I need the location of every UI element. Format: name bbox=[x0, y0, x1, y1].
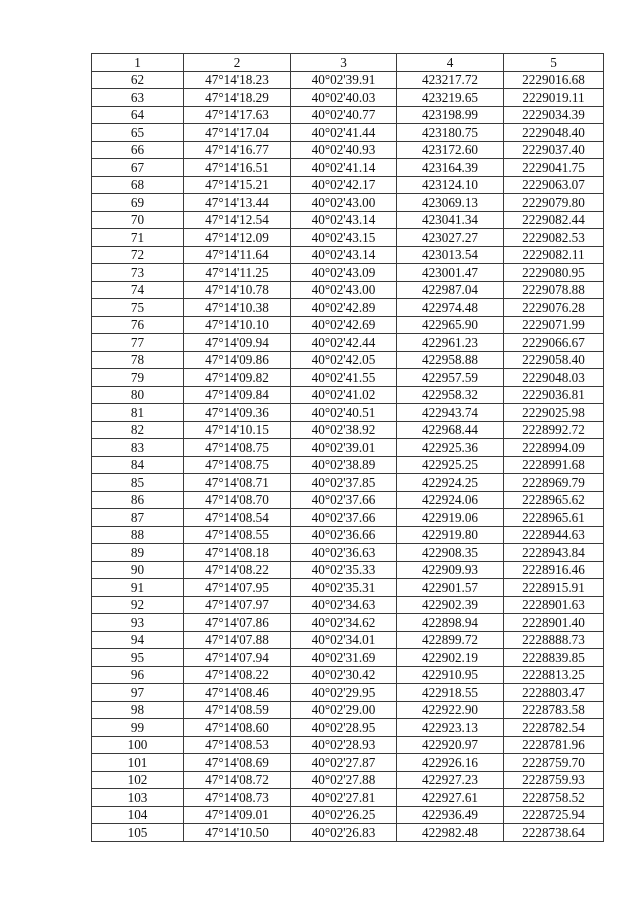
column-header-2: 2 bbox=[184, 54, 291, 72]
y-coordinate-cell: 2228839.85 bbox=[504, 649, 604, 667]
point-number-cell: 82 bbox=[92, 421, 184, 439]
longitude-cell: 40°02'42.69 bbox=[291, 316, 397, 334]
latitude-cell: 47°14'10.15 bbox=[184, 421, 291, 439]
latitude-cell: 47°14'08.71 bbox=[184, 474, 291, 492]
x-coordinate-cell: 423124.10 bbox=[397, 176, 504, 194]
point-number-cell: 105 bbox=[92, 824, 184, 842]
longitude-cell: 40°02'43.15 bbox=[291, 229, 397, 247]
x-coordinate-cell: 422910.95 bbox=[397, 666, 504, 684]
table-row bbox=[92, 106, 604, 124]
y-coordinate-cell: 2228916.46 bbox=[504, 561, 604, 579]
longitude-cell: 40°02'38.92 bbox=[291, 421, 397, 439]
table-row bbox=[92, 561, 604, 579]
x-coordinate-cell: 422925.36 bbox=[397, 439, 504, 457]
point-number-cell: 70 bbox=[92, 211, 184, 229]
longitude-cell: 40°02'43.14 bbox=[291, 246, 397, 264]
longitude-cell: 40°02'31.69 bbox=[291, 649, 397, 667]
point-number-cell: 73 bbox=[92, 264, 184, 282]
table-row bbox=[92, 386, 604, 404]
y-coordinate-cell: 2229078.88 bbox=[504, 281, 604, 299]
point-number-cell: 104 bbox=[92, 806, 184, 824]
longitude-cell: 40°02'37.66 bbox=[291, 491, 397, 509]
point-number-cell: 101 bbox=[92, 754, 184, 772]
x-coordinate-cell: 422936.49 bbox=[397, 806, 504, 824]
latitude-cell: 47°14'17.04 bbox=[184, 124, 291, 142]
table-row bbox=[92, 246, 604, 264]
column-header-5: 5 bbox=[504, 54, 604, 72]
point-number-cell: 71 bbox=[92, 229, 184, 247]
y-coordinate-cell: 2229071.99 bbox=[504, 316, 604, 334]
longitude-cell: 40°02'26.83 bbox=[291, 824, 397, 842]
table-row bbox=[92, 229, 604, 247]
y-coordinate-cell: 2228915.91 bbox=[504, 579, 604, 597]
x-coordinate-cell: 422926.16 bbox=[397, 754, 504, 772]
y-coordinate-cell: 2228725.94 bbox=[504, 806, 604, 824]
y-coordinate-cell: 2228783.58 bbox=[504, 701, 604, 719]
latitude-cell: 47°14'07.97 bbox=[184, 596, 291, 614]
y-coordinate-cell: 2228944.63 bbox=[504, 526, 604, 544]
table-row bbox=[92, 369, 604, 387]
x-coordinate-cell: 422927.61 bbox=[397, 789, 504, 807]
table-row bbox=[92, 771, 604, 789]
x-coordinate-cell: 423219.65 bbox=[397, 89, 504, 107]
point-number-cell: 65 bbox=[92, 124, 184, 142]
y-coordinate-cell: 2229025.98 bbox=[504, 404, 604, 422]
latitude-cell: 47°14'09.84 bbox=[184, 386, 291, 404]
y-coordinate-cell: 2228994.09 bbox=[504, 439, 604, 457]
point-number-cell: 72 bbox=[92, 246, 184, 264]
table-row bbox=[92, 824, 604, 842]
longitude-cell: 40°02'40.51 bbox=[291, 404, 397, 422]
latitude-cell: 47°14'08.72 bbox=[184, 771, 291, 789]
longitude-cell: 40°02'36.63 bbox=[291, 544, 397, 562]
longitude-cell: 40°02'34.62 bbox=[291, 614, 397, 632]
latitude-cell: 47°14'12.54 bbox=[184, 211, 291, 229]
point-number-cell: 88 bbox=[92, 526, 184, 544]
point-number-cell: 95 bbox=[92, 649, 184, 667]
x-coordinate-cell: 422902.39 bbox=[397, 596, 504, 614]
x-coordinate-cell: 423180.75 bbox=[397, 124, 504, 142]
point-number-cell: 74 bbox=[92, 281, 184, 299]
x-coordinate-cell: 422909.93 bbox=[397, 561, 504, 579]
longitude-cell: 40°02'42.17 bbox=[291, 176, 397, 194]
latitude-cell: 47°14'10.50 bbox=[184, 824, 291, 842]
table-row bbox=[92, 194, 604, 212]
latitude-cell: 47°14'08.59 bbox=[184, 701, 291, 719]
longitude-cell: 40°02'42.44 bbox=[291, 334, 397, 352]
table-row bbox=[92, 439, 604, 457]
y-coordinate-cell: 2228758.52 bbox=[504, 789, 604, 807]
x-coordinate-cell: 422927.23 bbox=[397, 771, 504, 789]
latitude-cell: 47°14'07.88 bbox=[184, 631, 291, 649]
table-row bbox=[92, 159, 604, 177]
point-number-cell: 83 bbox=[92, 439, 184, 457]
longitude-cell: 40°02'27.87 bbox=[291, 754, 397, 772]
latitude-cell: 47°14'15.21 bbox=[184, 176, 291, 194]
y-coordinate-cell: 2229079.80 bbox=[504, 194, 604, 212]
y-coordinate-cell: 2228803.47 bbox=[504, 684, 604, 702]
table-row bbox=[92, 124, 604, 142]
y-coordinate-cell: 2229019.11 bbox=[504, 89, 604, 107]
longitude-cell: 40°02'39.01 bbox=[291, 439, 397, 457]
longitude-cell: 40°02'37.66 bbox=[291, 509, 397, 527]
y-coordinate-cell: 2229036.81 bbox=[504, 386, 604, 404]
latitude-cell: 47°14'17.63 bbox=[184, 106, 291, 124]
latitude-cell: 47°14'08.53 bbox=[184, 736, 291, 754]
y-coordinate-cell: 2229082.44 bbox=[504, 211, 604, 229]
y-coordinate-cell: 2229082.53 bbox=[504, 229, 604, 247]
table-row bbox=[92, 456, 604, 474]
longitude-cell: 40°02'27.81 bbox=[291, 789, 397, 807]
x-coordinate-cell: 422923.13 bbox=[397, 719, 504, 737]
latitude-cell: 47°14'13.44 bbox=[184, 194, 291, 212]
longitude-cell: 40°02'26.25 bbox=[291, 806, 397, 824]
table-row bbox=[92, 141, 604, 159]
x-coordinate-cell: 422925.25 bbox=[397, 456, 504, 474]
longitude-cell: 40°02'27.88 bbox=[291, 771, 397, 789]
longitude-cell: 40°02'29.95 bbox=[291, 684, 397, 702]
table-body bbox=[92, 71, 604, 841]
point-number-cell: 96 bbox=[92, 666, 184, 684]
table-header bbox=[92, 54, 604, 72]
table-row bbox=[92, 754, 604, 772]
latitude-cell: 47°14'08.22 bbox=[184, 666, 291, 684]
x-coordinate-cell: 422965.90 bbox=[397, 316, 504, 334]
latitude-cell: 47°14'18.23 bbox=[184, 71, 291, 89]
point-number-cell: 97 bbox=[92, 684, 184, 702]
point-number-cell: 100 bbox=[92, 736, 184, 754]
x-coordinate-cell: 423013.54 bbox=[397, 246, 504, 264]
latitude-cell: 47°14'08.73 bbox=[184, 789, 291, 807]
point-number-cell: 85 bbox=[92, 474, 184, 492]
x-coordinate-cell: 422918.55 bbox=[397, 684, 504, 702]
latitude-cell: 47°14'09.01 bbox=[184, 806, 291, 824]
y-coordinate-cell: 2228991.68 bbox=[504, 456, 604, 474]
y-coordinate-cell: 2229048.40 bbox=[504, 124, 604, 142]
y-coordinate-cell: 2229066.67 bbox=[504, 334, 604, 352]
table-row bbox=[92, 649, 604, 667]
table-row bbox=[92, 176, 604, 194]
longitude-cell: 40°02'36.66 bbox=[291, 526, 397, 544]
table-row bbox=[92, 596, 604, 614]
point-number-cell: 90 bbox=[92, 561, 184, 579]
longitude-cell: 40°02'40.03 bbox=[291, 89, 397, 107]
x-coordinate-cell: 423164.39 bbox=[397, 159, 504, 177]
point-number-cell: 67 bbox=[92, 159, 184, 177]
point-number-cell: 66 bbox=[92, 141, 184, 159]
latitude-cell: 47°14'09.82 bbox=[184, 369, 291, 387]
point-number-cell: 64 bbox=[92, 106, 184, 124]
header-row bbox=[92, 54, 604, 72]
longitude-cell: 40°02'38.89 bbox=[291, 456, 397, 474]
longitude-cell: 40°02'43.00 bbox=[291, 281, 397, 299]
y-coordinate-cell: 2229016.68 bbox=[504, 71, 604, 89]
y-coordinate-cell: 2228782.54 bbox=[504, 719, 604, 737]
longitude-cell: 40°02'35.31 bbox=[291, 579, 397, 597]
y-coordinate-cell: 2228901.63 bbox=[504, 596, 604, 614]
x-coordinate-cell: 422974.48 bbox=[397, 299, 504, 317]
latitude-cell: 47°14'09.36 bbox=[184, 404, 291, 422]
longitude-cell: 40°02'28.95 bbox=[291, 719, 397, 737]
y-coordinate-cell: 2228969.79 bbox=[504, 474, 604, 492]
y-coordinate-cell: 2229082.11 bbox=[504, 246, 604, 264]
coordinates-table bbox=[91, 53, 604, 842]
latitude-cell: 47°14'10.38 bbox=[184, 299, 291, 317]
x-coordinate-cell: 422943.74 bbox=[397, 404, 504, 422]
x-coordinate-cell: 423041.34 bbox=[397, 211, 504, 229]
table-row bbox=[92, 614, 604, 632]
latitude-cell: 47°14'10.10 bbox=[184, 316, 291, 334]
table-row bbox=[92, 806, 604, 824]
point-number-cell: 68 bbox=[92, 176, 184, 194]
longitude-cell: 40°02'28.93 bbox=[291, 736, 397, 754]
x-coordinate-cell: 422919.80 bbox=[397, 526, 504, 544]
x-coordinate-cell: 423001.47 bbox=[397, 264, 504, 282]
point-number-cell: 94 bbox=[92, 631, 184, 649]
x-coordinate-cell: 423027.27 bbox=[397, 229, 504, 247]
table-row bbox=[92, 281, 604, 299]
table-row bbox=[92, 684, 604, 702]
x-coordinate-cell: 422908.35 bbox=[397, 544, 504, 562]
point-number-cell: 98 bbox=[92, 701, 184, 719]
y-coordinate-cell: 2228965.61 bbox=[504, 509, 604, 527]
latitude-cell: 47°14'07.94 bbox=[184, 649, 291, 667]
table-row bbox=[92, 526, 604, 544]
x-coordinate-cell: 423198.99 bbox=[397, 106, 504, 124]
y-coordinate-cell: 2229041.75 bbox=[504, 159, 604, 177]
latitude-cell: 47°14'07.95 bbox=[184, 579, 291, 597]
y-coordinate-cell: 2229058.40 bbox=[504, 351, 604, 369]
longitude-cell: 40°02'35.33 bbox=[291, 561, 397, 579]
x-coordinate-cell: 422902.19 bbox=[397, 649, 504, 667]
longitude-cell: 40°02'42.05 bbox=[291, 351, 397, 369]
point-number-cell: 69 bbox=[92, 194, 184, 212]
latitude-cell: 47°14'07.86 bbox=[184, 614, 291, 632]
point-number-cell: 78 bbox=[92, 351, 184, 369]
y-coordinate-cell: 2228992.72 bbox=[504, 421, 604, 439]
latitude-cell: 47°14'08.18 bbox=[184, 544, 291, 562]
x-coordinate-cell: 422961.23 bbox=[397, 334, 504, 352]
longitude-cell: 40°02'41.44 bbox=[291, 124, 397, 142]
longitude-cell: 40°02'43.14 bbox=[291, 211, 397, 229]
x-coordinate-cell: 422924.25 bbox=[397, 474, 504, 492]
y-coordinate-cell: 2228738.64 bbox=[504, 824, 604, 842]
point-number-cell: 91 bbox=[92, 579, 184, 597]
point-number-cell: 62 bbox=[92, 71, 184, 89]
latitude-cell: 47°14'11.25 bbox=[184, 264, 291, 282]
table-row bbox=[92, 719, 604, 737]
y-coordinate-cell: 2229076.28 bbox=[504, 299, 604, 317]
y-coordinate-cell: 2229080.95 bbox=[504, 264, 604, 282]
latitude-cell: 47°14'08.75 bbox=[184, 439, 291, 457]
table-row bbox=[92, 351, 604, 369]
point-number-cell: 84 bbox=[92, 456, 184, 474]
table-row bbox=[92, 264, 604, 282]
longitude-cell: 40°02'40.77 bbox=[291, 106, 397, 124]
longitude-cell: 40°02'29.00 bbox=[291, 701, 397, 719]
point-number-cell: 86 bbox=[92, 491, 184, 509]
x-coordinate-cell: 422899.72 bbox=[397, 631, 504, 649]
longitude-cell: 40°02'41.55 bbox=[291, 369, 397, 387]
longitude-cell: 40°02'34.63 bbox=[291, 596, 397, 614]
longitude-cell: 40°02'40.93 bbox=[291, 141, 397, 159]
x-coordinate-cell: 422968.44 bbox=[397, 421, 504, 439]
longitude-cell: 40°02'39.91 bbox=[291, 71, 397, 89]
point-number-cell: 63 bbox=[92, 89, 184, 107]
x-coordinate-cell: 422920.97 bbox=[397, 736, 504, 754]
latitude-cell: 47°14'08.69 bbox=[184, 754, 291, 772]
y-coordinate-cell: 2229037.40 bbox=[504, 141, 604, 159]
table-row bbox=[92, 404, 604, 422]
x-coordinate-cell: 422924.06 bbox=[397, 491, 504, 509]
longitude-cell: 40°02'41.14 bbox=[291, 159, 397, 177]
y-coordinate-cell: 2229063.07 bbox=[504, 176, 604, 194]
longitude-cell: 40°02'37.85 bbox=[291, 474, 397, 492]
latitude-cell: 47°14'10.78 bbox=[184, 281, 291, 299]
point-number-cell: 87 bbox=[92, 509, 184, 527]
latitude-cell: 47°14'08.54 bbox=[184, 509, 291, 527]
table-row bbox=[92, 631, 604, 649]
column-header-4: 4 bbox=[397, 54, 504, 72]
longitude-cell: 40°02'34.01 bbox=[291, 631, 397, 649]
latitude-cell: 47°14'08.22 bbox=[184, 561, 291, 579]
latitude-cell: 47°14'08.70 bbox=[184, 491, 291, 509]
x-coordinate-cell: 423217.72 bbox=[397, 71, 504, 89]
latitude-cell: 47°14'12.09 bbox=[184, 229, 291, 247]
table-row bbox=[92, 491, 604, 509]
x-coordinate-cell: 422958.88 bbox=[397, 351, 504, 369]
point-number-cell: 80 bbox=[92, 386, 184, 404]
x-coordinate-cell: 422982.48 bbox=[397, 824, 504, 842]
longitude-cell: 40°02'43.09 bbox=[291, 264, 397, 282]
column-header-3: 3 bbox=[291, 54, 397, 72]
point-number-cell: 89 bbox=[92, 544, 184, 562]
table-row bbox=[92, 544, 604, 562]
point-number-cell: 93 bbox=[92, 614, 184, 632]
table-row bbox=[92, 421, 604, 439]
table-row bbox=[92, 579, 604, 597]
longitude-cell: 40°02'42.89 bbox=[291, 299, 397, 317]
y-coordinate-cell: 2229034.39 bbox=[504, 106, 604, 124]
table-row bbox=[92, 736, 604, 754]
x-coordinate-cell: 422919.06 bbox=[397, 509, 504, 527]
x-coordinate-cell: 422901.57 bbox=[397, 579, 504, 597]
point-number-cell: 75 bbox=[92, 299, 184, 317]
point-number-cell: 99 bbox=[92, 719, 184, 737]
point-number-cell: 77 bbox=[92, 334, 184, 352]
table-row bbox=[92, 701, 604, 719]
y-coordinate-cell: 2228901.40 bbox=[504, 614, 604, 632]
latitude-cell: 47°14'16.77 bbox=[184, 141, 291, 159]
table-row bbox=[92, 474, 604, 492]
latitude-cell: 47°14'09.94 bbox=[184, 334, 291, 352]
table-row bbox=[92, 789, 604, 807]
latitude-cell: 47°14'08.55 bbox=[184, 526, 291, 544]
y-coordinate-cell: 2228759.70 bbox=[504, 754, 604, 772]
x-coordinate-cell: 422922.90 bbox=[397, 701, 504, 719]
y-coordinate-cell: 2228813.25 bbox=[504, 666, 604, 684]
table-row bbox=[92, 666, 604, 684]
latitude-cell: 47°14'08.60 bbox=[184, 719, 291, 737]
y-coordinate-cell: 2229048.03 bbox=[504, 369, 604, 387]
table-row bbox=[92, 334, 604, 352]
x-coordinate-cell: 423069.13 bbox=[397, 194, 504, 212]
column-header-1: 1 bbox=[92, 54, 184, 72]
latitude-cell: 47°14'09.86 bbox=[184, 351, 291, 369]
point-number-cell: 102 bbox=[92, 771, 184, 789]
table-row bbox=[92, 211, 604, 229]
latitude-cell: 47°14'18.29 bbox=[184, 89, 291, 107]
y-coordinate-cell: 2228781.96 bbox=[504, 736, 604, 754]
x-coordinate-cell: 422987.04 bbox=[397, 281, 504, 299]
point-number-cell: 76 bbox=[92, 316, 184, 334]
table-row bbox=[92, 71, 604, 89]
longitude-cell: 40°02'30.42 bbox=[291, 666, 397, 684]
latitude-cell: 47°14'11.64 bbox=[184, 246, 291, 264]
latitude-cell: 47°14'08.75 bbox=[184, 456, 291, 474]
table-row bbox=[92, 89, 604, 107]
y-coordinate-cell: 2228888.73 bbox=[504, 631, 604, 649]
point-number-cell: 79 bbox=[92, 369, 184, 387]
point-number-cell: 103 bbox=[92, 789, 184, 807]
x-coordinate-cell: 423172.60 bbox=[397, 141, 504, 159]
latitude-cell: 47°14'16.51 bbox=[184, 159, 291, 177]
longitude-cell: 40°02'41.02 bbox=[291, 386, 397, 404]
table-row bbox=[92, 299, 604, 317]
longitude-cell: 40°02'43.00 bbox=[291, 194, 397, 212]
point-number-cell: 81 bbox=[92, 404, 184, 422]
point-number-cell: 92 bbox=[92, 596, 184, 614]
y-coordinate-cell: 2228759.93 bbox=[504, 771, 604, 789]
x-coordinate-cell: 422957.59 bbox=[397, 369, 504, 387]
x-coordinate-cell: 422898.94 bbox=[397, 614, 504, 632]
table-row bbox=[92, 316, 604, 334]
y-coordinate-cell: 2228943.84 bbox=[504, 544, 604, 562]
latitude-cell: 47°14'08.46 bbox=[184, 684, 291, 702]
y-coordinate-cell: 2228965.62 bbox=[504, 491, 604, 509]
x-coordinate-cell: 422958.32 bbox=[397, 386, 504, 404]
table-row bbox=[92, 509, 604, 527]
